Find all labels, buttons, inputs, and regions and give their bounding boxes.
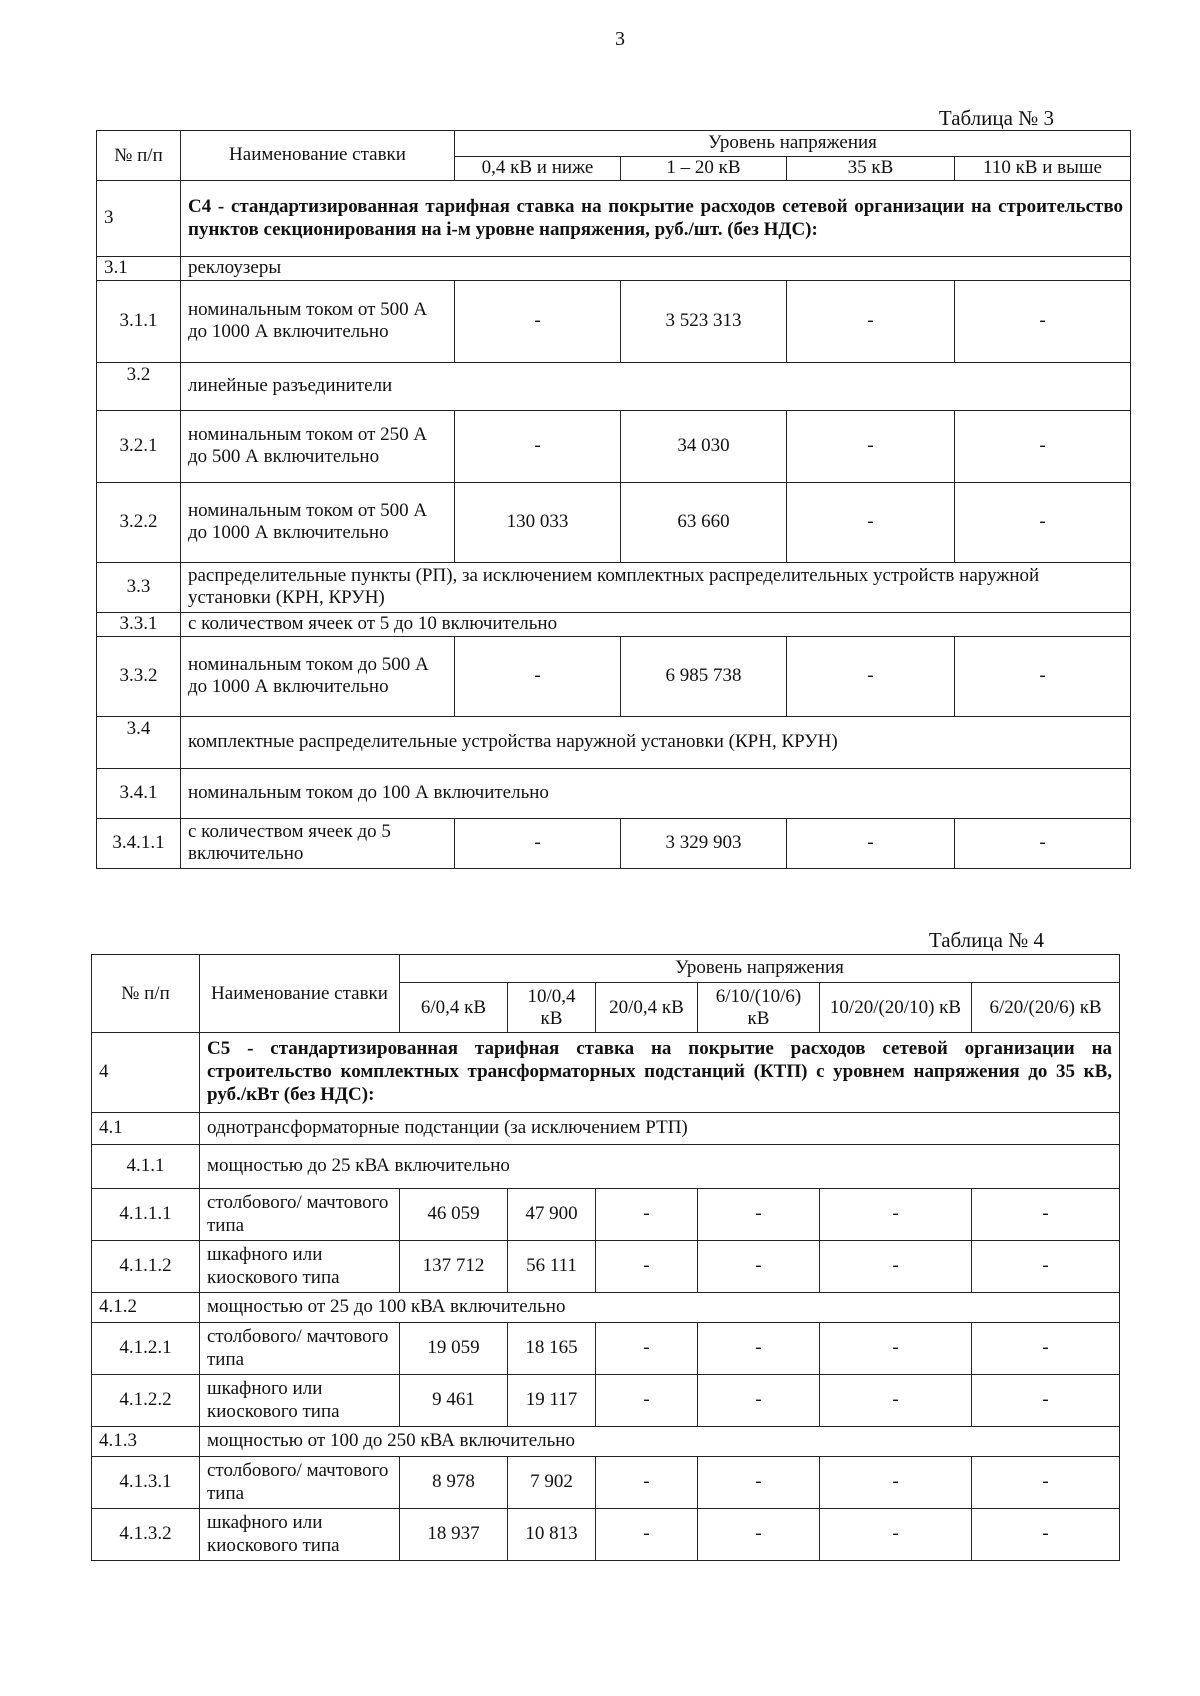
table-cell-value: - [972, 1241, 1120, 1293]
table-cell-value: - [820, 1375, 972, 1427]
table-row-num: 4.1.3.1 [92, 1457, 200, 1509]
table-cell-value: - [596, 1241, 698, 1293]
table-row-num: 4.1.1.2 [92, 1241, 200, 1293]
table3-level-3: 110 кВ и выше [955, 157, 1131, 181]
table-row-num: 4.1.2.1 [92, 1323, 200, 1375]
table-row-num: 3.2.1 [97, 410, 181, 482]
table-row-name: номинальным током от 250 А до 500 А включительно [181, 410, 455, 482]
table-cell-value: 46 059 [400, 1189, 508, 1241]
table-cell-value: 63 660 [621, 482, 787, 562]
table-cell-value: 19 059 [400, 1323, 508, 1375]
table-row-num: 4.1.3 [92, 1427, 200, 1457]
table-cell-value: 6 985 738 [621, 636, 787, 716]
table-row-name: мощностью от 100 до 250 кВА включительно [200, 1427, 1120, 1457]
table4-level-4: 10/20/(20/10) кВ [820, 983, 972, 1033]
table-row-num: 3.3.2 [97, 636, 181, 716]
table-cell-value: 47 900 [508, 1189, 596, 1241]
table4-title-num: 4 [92, 1033, 200, 1113]
table4-level-3: 6/10/(10/6) кВ [698, 983, 820, 1033]
table-cell-value: 18 165 [508, 1323, 596, 1375]
table-row-name: шкафного или киоскового типа [200, 1509, 400, 1561]
table-row-num: 4.1.2.2 [92, 1375, 200, 1427]
table-row-name: столбового/ мачтового типа [200, 1189, 400, 1241]
table4-header-voltage: Уровень напряжения [400, 955, 1120, 983]
table-row-name: реклоузеры [181, 257, 1131, 281]
table-cell-value: - [698, 1189, 820, 1241]
table-cell-value: - [955, 280, 1131, 362]
table-cell-value: - [787, 410, 955, 482]
table-cell-value: 18 937 [400, 1509, 508, 1561]
table-cell-value: - [972, 1375, 1120, 1427]
table-row-name: номинальным током до 100 А включительно [181, 768, 1131, 818]
table-cell-value: - [698, 1241, 820, 1293]
table-cell-value: - [820, 1189, 972, 1241]
table-cell-value: - [698, 1457, 820, 1509]
table-cell-value: - [596, 1457, 698, 1509]
table3-level-0: 0,4 кВ и ниже [455, 157, 621, 181]
table-cell-value: - [787, 482, 955, 562]
table-cell-value: - [972, 1457, 1120, 1509]
table-cell-value: 34 030 [621, 410, 787, 482]
table4-level-0: 6/0,4 кВ [400, 983, 508, 1033]
table-row-num: 3.2 [97, 362, 181, 410]
table-row-num: 4.1.1.1 [92, 1189, 200, 1241]
table3-header-num: № п/п [97, 131, 181, 181]
table4-header-num: № п/п [92, 955, 200, 1033]
table-cell-value: - [820, 1457, 972, 1509]
table-cell-value: 3 523 313 [621, 280, 787, 362]
table-cell-value: - [972, 1509, 1120, 1561]
table-cell-value: - [698, 1375, 820, 1427]
table-cell-value: 9 461 [400, 1375, 508, 1427]
table-cell-value: 3 329 903 [621, 818, 787, 868]
table-row-name: номинальным током от 500 А до 1000 А включительно [181, 280, 455, 362]
table3-level-1: 1 – 20 кВ [621, 157, 787, 181]
table3-caption: Таблица № 3 [938, 106, 1054, 130]
table-row-name: мощностью до 25 кВА включительно [200, 1145, 1120, 1189]
table-row-name: распределительные пункты (РП), за исключением комплектных распределительных устройств наружной установки (КРН, КРУН) [181, 562, 1131, 612]
table-row-name: с количеством ячеек до 5 включительно [181, 818, 455, 868]
table-cell-value: 8 978 [400, 1457, 508, 1509]
table-cell-value: 137 712 [400, 1241, 508, 1293]
table-row-name: мощностью от 25 до 100 кВА включительно [200, 1293, 1120, 1323]
table3-header-voltage: Уровень напряжения [455, 131, 1131, 157]
page-number: 3 [615, 28, 625, 50]
table3 [96, 130, 1131, 869]
table-row-name: столбового/ мачтового типа [200, 1323, 400, 1375]
table-row-name: номинальным током от 500 А до 1000 А включительно [181, 482, 455, 562]
table-cell-value: - [698, 1509, 820, 1561]
table-row-name: однотрансформаторные подстанции (за исключением РТП) [200, 1113, 1120, 1145]
table-row-num: 3.3 [97, 562, 181, 612]
table-row-num: 3.3.1 [97, 612, 181, 636]
table-cell-value: - [455, 410, 621, 482]
table-cell-value: - [698, 1323, 820, 1375]
table-cell-value: - [955, 636, 1131, 716]
table-row-num: 3.1 [97, 257, 181, 281]
table4 [91, 954, 1120, 1561]
table-row-num: 3.4.1 [97, 768, 181, 818]
table-cell-value: 130 033 [455, 482, 621, 562]
table-cell-value: - [955, 818, 1131, 868]
table3-title-num: 3 [97, 181, 181, 257]
table-cell-value: 19 117 [508, 1375, 596, 1427]
table-cell-value: - [596, 1323, 698, 1375]
table-cell-value: - [455, 280, 621, 362]
table-row-name: комплектные распределительные устройства наружной установки (КРН, КРУН) [181, 716, 1131, 768]
table-row-name: шкафного или киоскового типа [200, 1241, 400, 1293]
table4-title-text: С5 - стандартизированная тарифная ставка на покрытие расходов сетевой организации на строительство комплектных трансформаторных подстанций (КТП) с уровнем напряжения до 35 кВ, руб./кВт (без НДС): [200, 1033, 1120, 1113]
table-cell-value: 10 813 [508, 1509, 596, 1561]
table-row-num: 4.1 [92, 1113, 200, 1145]
table4-header-name: Наименование ставки [200, 955, 400, 1033]
table4-caption: Таблица № 4 [928, 928, 1044, 952]
table4-level-5: 6/20/(20/6) кВ [972, 983, 1120, 1033]
table-cell-value: - [787, 636, 955, 716]
table-cell-value: - [972, 1323, 1120, 1375]
table-cell-value: - [972, 1189, 1120, 1241]
table-cell-value: - [787, 818, 955, 868]
table-cell-value: - [455, 636, 621, 716]
table-row-num: 4.1.3.2 [92, 1509, 200, 1561]
table-row-num: 3.4 [97, 716, 181, 768]
table-cell-value: 7 902 [508, 1457, 596, 1509]
table-row-name: шкафного или киоскового типа [200, 1375, 400, 1427]
table4-level-1: 10/0,4 кВ [508, 983, 596, 1033]
table-row-name: столбового/ мачтового типа [200, 1457, 400, 1509]
table-cell-value: - [596, 1375, 698, 1427]
table-row-num: 4.1.2 [92, 1293, 200, 1323]
table-cell-value: - [596, 1189, 698, 1241]
table-cell-value: - [787, 280, 955, 362]
table-row-num: 3.1.1 [97, 280, 181, 362]
table-cell-value: - [820, 1509, 972, 1561]
table-cell-value: - [820, 1241, 972, 1293]
table-cell-value: - [455, 818, 621, 868]
table-row-name: с количеством ячеек от 5 до 10 включительно [181, 612, 1131, 636]
table-cell-value: - [820, 1323, 972, 1375]
table-row-num: 3.4.1.1 [97, 818, 181, 868]
table3-level-2: 35 кВ [787, 157, 955, 181]
table-cell-value: 56 111 [508, 1241, 596, 1293]
table3-header-name: Наименование ставки [181, 131, 455, 181]
table-row-num: 4.1.1 [92, 1145, 200, 1189]
table3-title-text: С4 - стандартизированная тарифная ставка на покрытие расходов сетевой организации на строительство пунктов секционирования на i-м уровне напряжения, руб./шт. (без НДС): [181, 181, 1131, 257]
table-cell-value: - [955, 410, 1131, 482]
table-row-name: линейные разъединители [181, 362, 1131, 410]
table4-level-2: 20/0,4 кВ [596, 983, 698, 1033]
table-cell-value: - [955, 482, 1131, 562]
table-row-name: номинальным током до 500 А до 1000 А включительно [181, 636, 455, 716]
table-row-num: 3.2.2 [97, 482, 181, 562]
table-cell-value: - [596, 1509, 698, 1561]
